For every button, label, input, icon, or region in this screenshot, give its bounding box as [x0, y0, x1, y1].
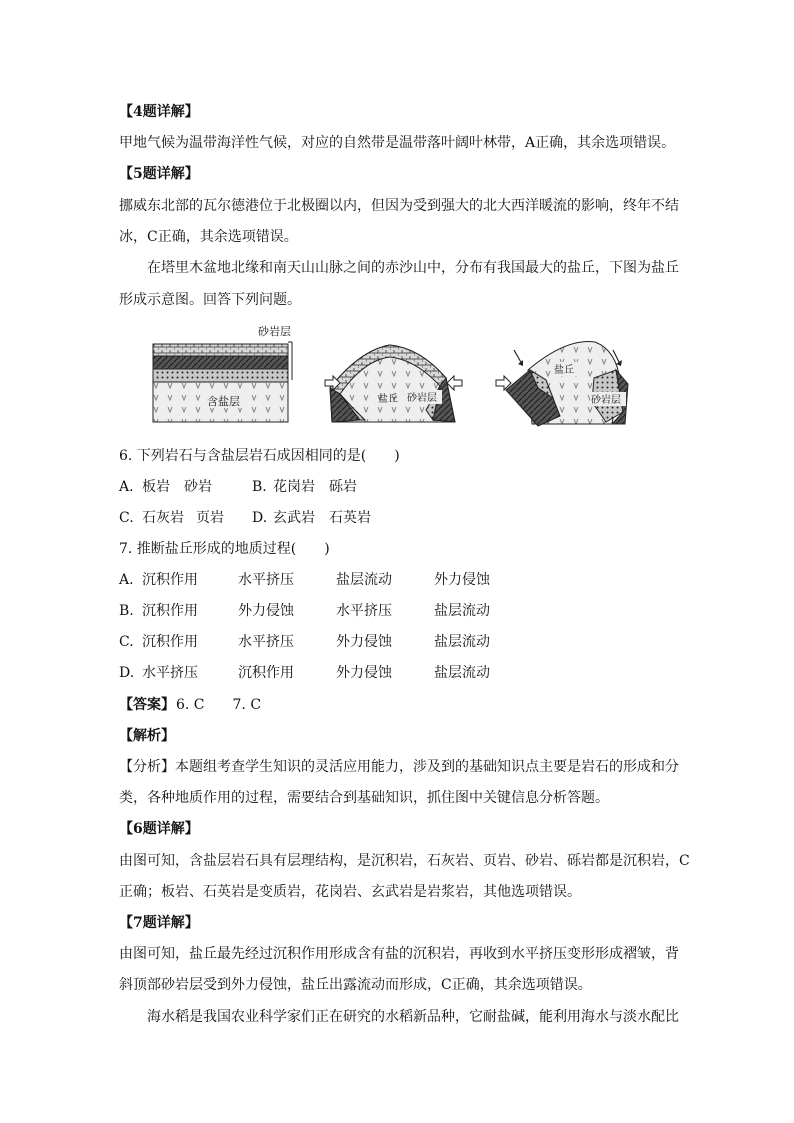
answer-label: 【答案】 — [119, 697, 175, 713]
label-salt-dome-2: 盐丘 — [554, 365, 574, 376]
q7-detail-heading: 【7题详解】 — [119, 915, 199, 931]
q7-option-d-key: D. — [119, 665, 135, 681]
q7-option-c-step1: 沉积作用 — [142, 634, 198, 650]
label-sandstone-1: 砂岩层 — [407, 393, 437, 404]
q6-detail-line2: 正确；板岩、石英岩是变质岩，花岗岩、玄武岩是岩浆岩，其他选项错误。 — [119, 884, 581, 900]
q7-option-c-step4: 盐层流动 — [434, 634, 490, 650]
q7-option-c-step3: 外力侵蚀 — [336, 634, 392, 650]
label-salt-layer: 含盐层 — [207, 395, 240, 408]
label-sandstone-layer: 砂岩层 — [258, 325, 291, 338]
q6-option-a-key: A. — [119, 479, 134, 495]
q7-option-b-step3: 水平挤压 — [336, 603, 392, 619]
q7-option-b-key: B. — [119, 603, 134, 619]
panel-2-folding — [325, 345, 462, 422]
q5-heading: 【5题详解】 — [119, 166, 199, 182]
q7-option-d-step2: 沉积作用 — [238, 665, 294, 681]
q6-option-b-key: B. — [252, 479, 267, 495]
q7-option-a-step1: 沉积作用 — [142, 572, 198, 588]
q4-heading: 【4题详解】 — [119, 104, 199, 120]
q7-option-d-step3: 外力侵蚀 — [336, 665, 392, 681]
q7-option-b-step1: 沉积作用 — [142, 603, 198, 619]
analysis-fenxi-line2: 类，各种地质作用的过程，需要结合到基础知识，抓住图中关键信息分析答题。 — [119, 790, 609, 806]
q6-option-d-1: 玄武岩 — [273, 510, 315, 526]
q6-option-d-key: D. — [252, 510, 268, 526]
intro-line1: 在塔里木盆地北缘和南天山山脉之间的赤沙山中，分布有我国最大的盐丘，下图为盐丘 — [147, 260, 679, 276]
q6-option-c-key: C. — [119, 510, 134, 526]
q7-option-a-key: A. — [119, 572, 134, 588]
q5-explanation-line2: 冰，C正确，其余选项错误。 — [119, 229, 298, 245]
q7-option-d-step4: 盐层流动 — [434, 665, 490, 681]
q6-detail-line1: 由图可知，含盐层岩石具有层理结构，是沉积岩，石灰岩、页岩、砂岩、砾岩都是沉积岩，C — [119, 853, 690, 869]
q6-option-c-2: 页岩 — [196, 510, 224, 526]
q7-detail-line1: 由图可知，盐丘最先经过沉积作用形成含有盐的沉积岩，再收到水平挤压变形形成褶皱，背 — [119, 946, 679, 962]
q7-option-a-step2: 水平挤压 — [238, 572, 294, 588]
q7-option-a-step4: 外力侵蚀 — [434, 572, 490, 588]
q7-option-c-step2: 水平挤压 — [238, 634, 294, 650]
q6-detail-heading: 【6题详解】 — [119, 821, 199, 837]
q6-option-b-2: 砾岩 — [329, 479, 357, 495]
analysis-fenxi-line1: 【分析】本题组考查学生知识的灵活应用能力，涉及到的基础知识点主要是岩石的形成和分 — [119, 759, 679, 775]
q7-option-c-key: C. — [119, 634, 134, 650]
q7-detail-line2: 斜顶部砂岩层受到外力侵蚀，盐丘出露流动而形成，C正确，其余选项错误。 — [119, 977, 592, 993]
q6-option-d-2: 石英岩 — [329, 510, 371, 526]
label-salt-dome-1: 盐丘 — [378, 394, 398, 405]
label-sandstone-2: 砂岩层 — [591, 395, 621, 406]
q6-option-a-1: 板岩 — [142, 479, 170, 495]
q7-option-b-step4: 盐层流动 — [434, 603, 490, 619]
answer-values: 6. C 7. C — [176, 697, 262, 713]
q6-option-b-1: 花岗岩 — [273, 479, 315, 495]
q6-stem: 6. 下列岩石与含盐层岩石成因相同的是( ) — [119, 448, 400, 464]
panel-3-erosion — [496, 342, 628, 426]
q7-stem: 7. 推断盐丘形成的地质过程( ) — [119, 541, 330, 557]
q5-explanation-line1: 挪威东北部的瓦尔德港位于北极圈以内，但因为受到强大的北大西洋暖流的影响，终年不结 — [119, 198, 679, 214]
q7-option-b-step2: 外力侵蚀 — [238, 603, 294, 619]
next-question-intro: 海水稻是我国农业科学家们正在研究的水稻新品种，它耐盐碱，能利用海水与淡水配比 — [147, 1009, 679, 1025]
analysis-heading: 【解析】 — [119, 728, 175, 744]
salt-dome-figure — [150, 320, 630, 432]
q4-explanation: 甲地气候为温带海洋性气候，对应的自然带是温带落叶阔叶林带，A正确，其余选项错误。 — [119, 135, 676, 151]
q6-option-c-1: 石灰岩 — [142, 510, 184, 526]
intro-line2: 形成示意图。回答下列问题。 — [119, 292, 301, 308]
q6-option-a-2: 砂岩 — [184, 479, 212, 495]
q7-option-d-step1: 水平挤压 — [142, 665, 198, 681]
q7-option-a-step3: 盐层流动 — [336, 572, 392, 588]
panel-1-layers — [153, 324, 292, 422]
